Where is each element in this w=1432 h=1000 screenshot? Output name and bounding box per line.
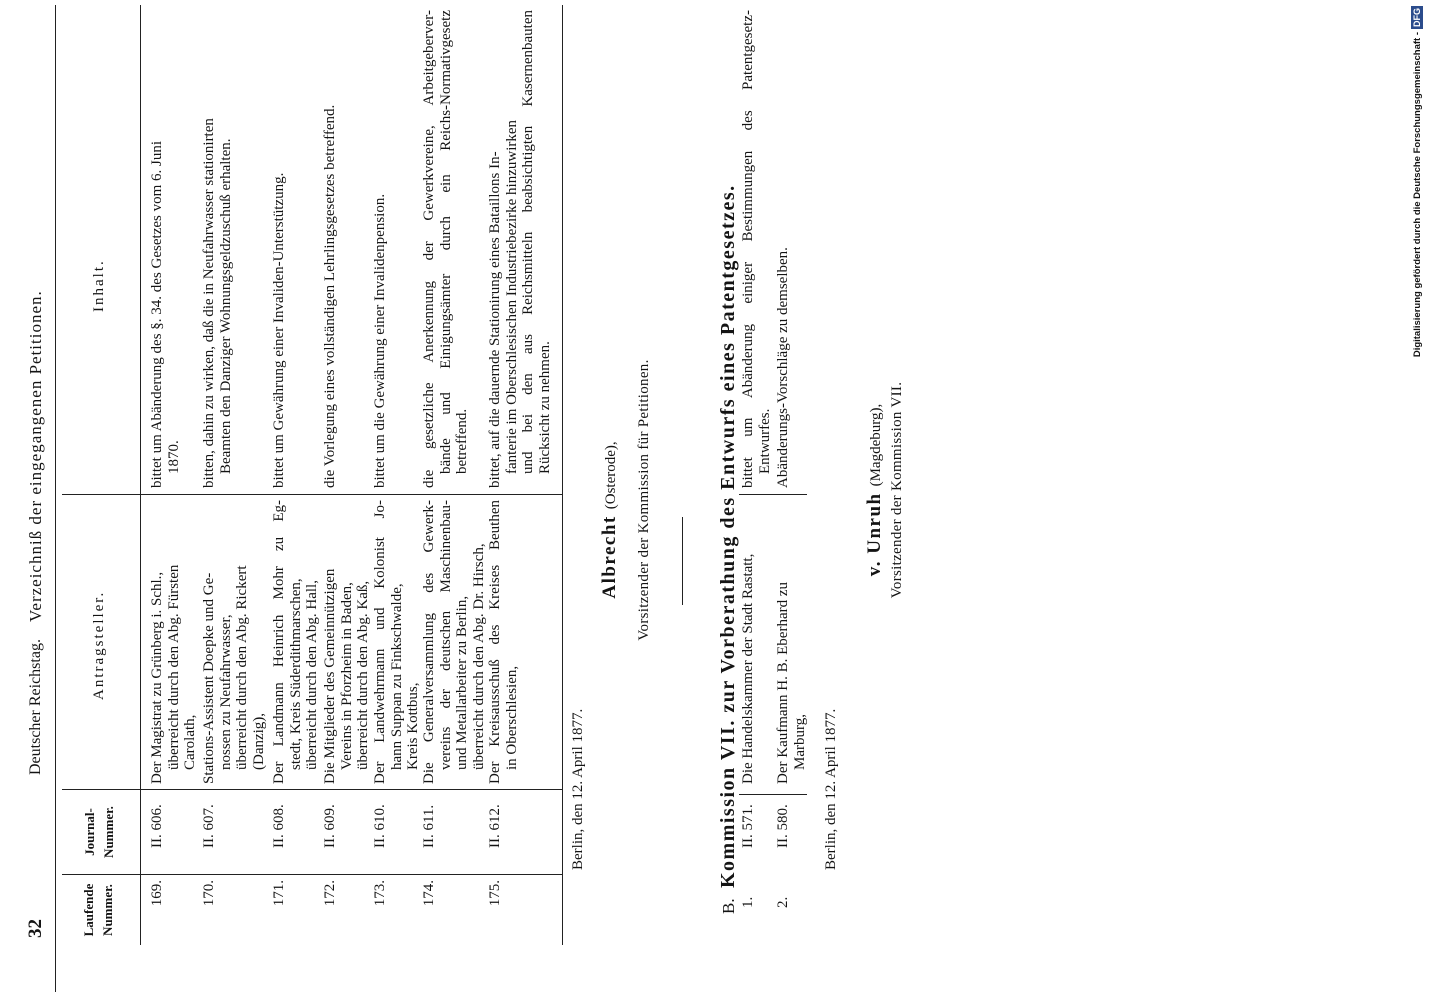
journal-number: II. 571.	[740, 804, 756, 848]
content-cell	[487, 10, 553, 488]
content-cell	[149, 10, 182, 488]
column-separator	[62, 874, 562, 875]
row-number: 170.	[201, 880, 217, 907]
applicant-line: Marburg,	[791, 714, 808, 770]
content-line: Rücksicht zu nehmen.	[536, 341, 553, 474]
applicant-line: überreicht durch den Abg. Hall,	[304, 580, 320, 770]
applicant-line: hann Suppan zu Finkschwalde,	[388, 583, 405, 770]
applicant-line: Carolath,	[182, 714, 198, 770]
signature-place: (Magdeburg),	[868, 403, 884, 487]
content-line: bittet um Gewährung einer Invaliden-Unterstützung.	[271, 172, 287, 488]
applicant-line: Der Kreisausschuß des Kreises Beuthen	[487, 500, 503, 784]
date-line: Berlin, den 12. April 1877.	[570, 708, 586, 870]
applicant-cell	[487, 500, 520, 784]
applicant-line: Der Landwehrmann und Kolonist Jo-	[372, 500, 388, 784]
applicant-cell	[149, 500, 199, 784]
journal-number: II. 609.	[322, 804, 338, 848]
applicant-line: nossen zu Neufahrwasser,	[217, 614, 234, 770]
running-head-right: Verzeichniß der eingegangenen Petitionen.	[26, 290, 45, 622]
applicant-line: Kreis Kottbus,	[405, 682, 421, 770]
header-rule	[55, 5, 56, 992]
content-line: Beamten den Danziger Wohnungsgeldzuschuß erhalten.	[217, 138, 234, 474]
content-cell	[271, 10, 288, 488]
journal-number: II. 612.	[487, 804, 503, 848]
content-cell	[322, 10, 339, 488]
section-title: Kommission VII. zur Vorberathung des Entwurfs eines Patentgesetzes.	[717, 184, 739, 888]
column-separator	[739, 494, 807, 495]
content-line: die Vorlegung eines vollständigen Lehrlingsgesetzes betreffend.	[322, 104, 338, 488]
row-number: 169.	[149, 880, 165, 907]
row-number: 2.	[775, 896, 791, 908]
applicant-cell	[775, 500, 808, 784]
journal-number: II. 608.	[271, 804, 287, 848]
content-line: betreffend.	[454, 408, 470, 474]
applicant-line: überreicht durch den Abg. Rickert	[234, 565, 250, 770]
content-cell	[740, 10, 773, 488]
column-header-line: Laufende	[81, 883, 96, 937]
content-cell	[775, 10, 792, 488]
applicant-line: überreicht durch den Abg. Fürsten	[165, 564, 182, 770]
table-header-rule	[140, 5, 141, 945]
row-number: 175.	[487, 880, 503, 907]
column-separator	[62, 494, 562, 495]
applicant-line: Der Kaufmann H. B. Eberhard zu	[775, 581, 791, 784]
section-letter: B.	[719, 898, 738, 914]
column-header-line: Nummer.	[100, 884, 115, 936]
dfg-logo: DFG	[1412, 8, 1422, 27]
content-line: bittet um die Gewährung einer Invalidenpension.	[372, 193, 388, 488]
applicant-line: vereins der deutschen Maschinenbau-	[437, 500, 454, 770]
row-number: 172.	[322, 880, 338, 907]
applicant-cell	[421, 500, 487, 784]
running-head-left: Deutscher Reichstag.	[27, 639, 44, 775]
digitization-credit	[1411, 6, 1423, 357]
date-line: Berlin, den 12. April 1877.	[823, 708, 839, 870]
applicant-cell	[740, 500, 757, 784]
content-line: bittet um Abänderung des §. 34. des Gesetzes vom 6. Juni	[149, 140, 165, 488]
content-line: 1870.	[165, 440, 182, 474]
content-line: bände und Einigungsämter durch ein Reichs-Normativgesetz	[437, 10, 454, 474]
content-line: bittet um Abänderung einiger Bestimmungen des Patentgesetz-	[740, 10, 756, 488]
applicant-line: (Danzig),	[250, 712, 267, 770]
applicant-line: in Oberschlesien,	[503, 665, 520, 770]
applicant-line: Der Magistrat zu Grünberg i. Schl.,	[149, 571, 165, 784]
row-number: 1.	[740, 896, 756, 908]
signature-title: Vorsitzender der Kommission für Petitionen.	[636, 359, 652, 641]
applicant-line: Die Generalversammlung des Gewerk-	[421, 500, 437, 784]
signature	[864, 310, 886, 670]
applicant-line: überreicht durch den Abg. Dr. Hirsch,	[470, 543, 487, 770]
row-number: 174.	[421, 880, 437, 907]
signature-place: (Osterode),	[603, 441, 619, 510]
content-cell	[421, 10, 471, 488]
signature	[599, 340, 621, 700]
table-bottom-rule	[562, 5, 563, 945]
content-line: Entwurfes.	[756, 408, 773, 474]
page-number: 32	[25, 919, 46, 938]
column-header-line: Nummer.	[101, 806, 116, 858]
journal-number: II. 606.	[149, 804, 165, 848]
row-number: 173.	[372, 880, 388, 907]
column-header-content: Inhalt.	[91, 259, 107, 312]
content-cell	[372, 10, 389, 488]
content-line: und bei den aus Reichsmitteln beabsichtigten Kasernenbauten	[520, 10, 536, 474]
applicant-line: und Metallarbeiter zu Berlin,	[454, 595, 470, 770]
applicant-line: überreicht durch den Abg. Kaß,	[355, 580, 371, 770]
column-header-running-number	[79, 876, 117, 944]
row-number: 171.	[271, 880, 287, 907]
applicant-line: Die Handelskammer der Stadt Rastatt,	[740, 553, 756, 784]
content-line: die gesetzliche Anerkennung der Gewerkvereine, Arbeitgeberver-	[421, 10, 437, 488]
signature-name: Albrecht	[599, 515, 620, 599]
credit-text: Digitalisierung gefördert durch die Deutsche Forschungsgemeinschaft -	[1411, 32, 1423, 358]
content-line: bitten, dahin zu wirken, daß die in Neufahrwasser stationirten	[201, 118, 217, 488]
applicant-cell	[372, 500, 422, 784]
column-header-journal-number	[80, 792, 118, 872]
applicant-line: stedt, Kreis Süderdithmarschen,	[287, 578, 304, 770]
section-divider	[682, 517, 683, 605]
applicant-cell	[201, 500, 267, 784]
content-line: bittet, auf die dauernde Stationirung eines Bataillons In-	[487, 151, 503, 488]
journal-number: II. 607.	[201, 804, 217, 848]
content-cell	[201, 10, 234, 488]
content-line: Abänderungs-Vorschläge zu demselben.	[775, 247, 791, 488]
applicant-line: Vereins in Pforzheim in Baden,	[338, 582, 355, 770]
applicant-line: Der Landmann Heinrich Mohr zu Eg-	[271, 500, 287, 784]
applicant-cell	[271, 500, 321, 784]
column-header-line: Journal-	[82, 808, 97, 856]
journal-number: II. 611.	[421, 804, 437, 848]
journal-number: II. 580.	[775, 804, 791, 848]
column-header-applicant: Antragsteller.	[91, 590, 107, 700]
journal-number: II. 610.	[372, 804, 388, 848]
signature-title: Vorsitzender der Kommission VII.	[889, 381, 905, 599]
applicant-line: Stations-Assistent Doepke und Ge-	[201, 572, 217, 784]
applicant-line: Die Mitglieder des Gemeinnützigen	[322, 568, 338, 784]
signature-name: v. Unruh	[864, 492, 885, 577]
applicant-cell	[322, 500, 372, 784]
content-line: fanterie im Oberschlesischen Industriebezirke hinzuwirken	[503, 119, 520, 474]
